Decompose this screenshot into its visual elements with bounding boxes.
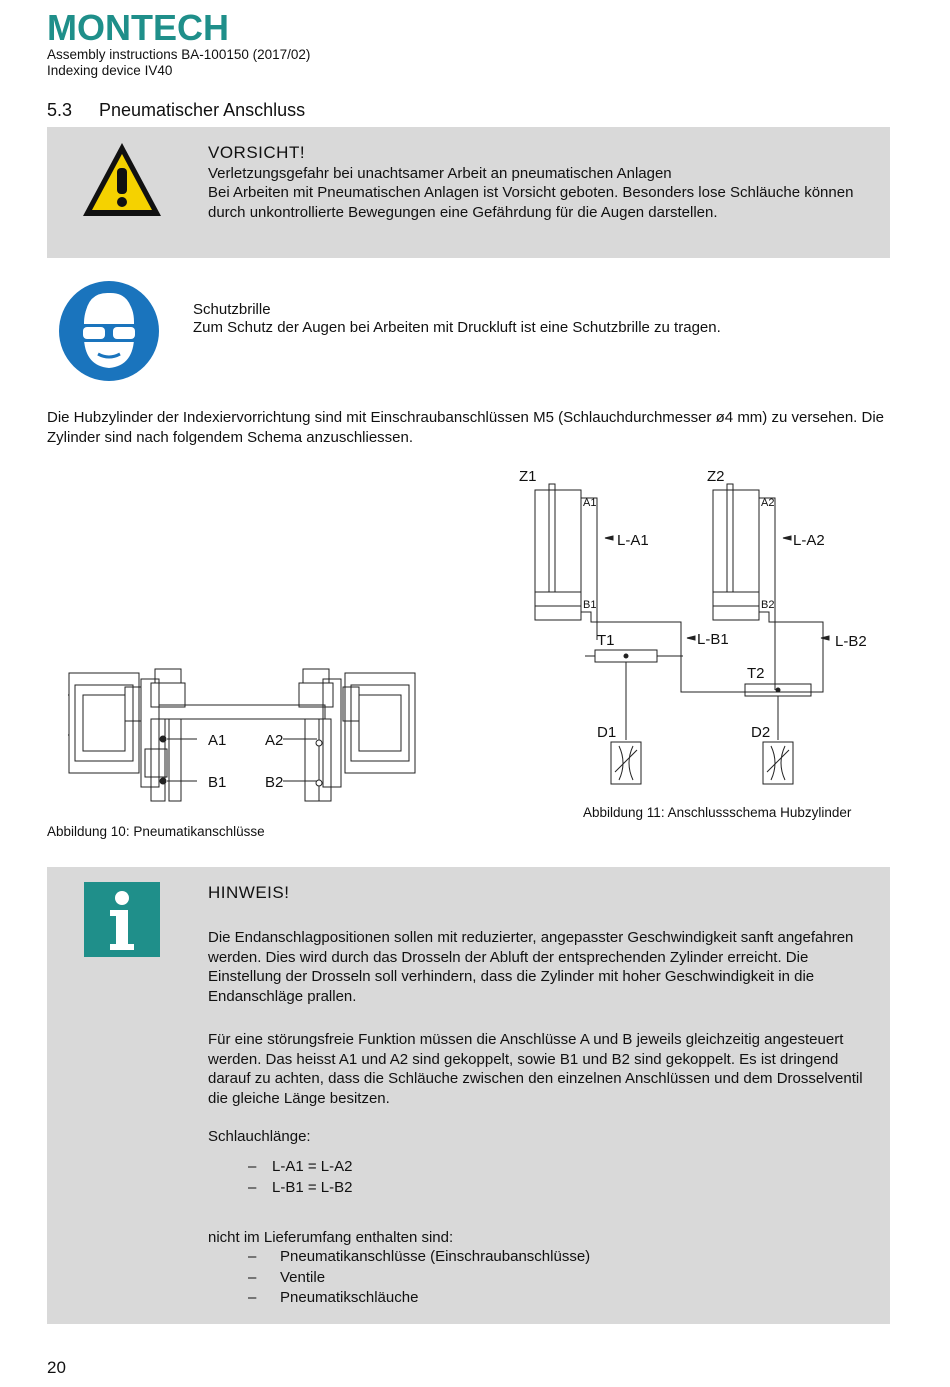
fig11-label-la1: L-A1 (617, 532, 649, 549)
fig11-label-t1: T1 (597, 632, 615, 649)
list-item: – Pneumatikanschlüsse (Einschraubanschlüsse) (248, 1247, 698, 1268)
doc-title: Assembly instructions BA-100150 (2017/02) (47, 47, 311, 62)
caution-text: Bei Arbeiten mit Pneumatischen Anlagen ist Vorsicht geboten. Besonders lose Schläuche können durch unkontrollierte Bewegungen eine Gefährdung für die Augen darstellen. (208, 184, 854, 221)
fig11-label-t2: T2 (747, 665, 765, 682)
fig11-label-a1: A1 (583, 497, 597, 509)
dash-bullet: – (248, 1248, 257, 1265)
fig11-label-lb1: L-B1 (697, 631, 729, 648)
notice-paragraph-2: Für eine störungsfreie Funktion müssen die Anschlüsse A und B jeweils gleichzeitig angesteuert werden. Das heisst A1 und A2 sind gekoppelt, sowie B1 und B2 sind gekoppelt. Es ist dringend darauf zu achten, dass die Schläuche zwischen den einzelnen Anschlüssen und dem Drosselventil die gleiche Länge besitzen. (208, 1031, 863, 1107)
section-heading: Pneumatischer Anschluss (99, 100, 306, 120)
caution-heading: VORSICHT! (208, 143, 306, 162)
caution-subheading: Verletzungsgefahr bei unachtsamer Arbeit an pneumatischen Anlagen (208, 165, 672, 182)
hose-length-list (248, 1157, 548, 1198)
dash-bullet: – (248, 1178, 257, 1196)
fig11-label-a2: A2 (761, 497, 775, 509)
fig11-label-la2: L-A2 (793, 532, 825, 549)
fig11-label-d1: D1 (597, 724, 617, 741)
section-number: 5.3 (47, 100, 73, 120)
figure-10-drawing (67, 665, 417, 805)
hose-length-label: Schlauchlänge: (208, 1128, 311, 1145)
doc-subtitle: Indexing device IV40 (47, 63, 173, 78)
list-item: – L-A1 = L-A2 (248, 1157, 548, 1178)
section-title (47, 100, 305, 121)
figure-11-schematic (515, 462, 875, 792)
list-item: – L-B1 = L-B2 (248, 1178, 548, 1199)
list-item: – Ventile (248, 1268, 698, 1289)
list-item: – Pneumatikschläuche (248, 1288, 698, 1309)
fig10-label-b2: B2 (265, 774, 284, 791)
notice-heading: HINWEIS! (208, 883, 290, 902)
logo-text: MONTECH (47, 7, 229, 48)
fig11-label-z2: Z2 (707, 468, 725, 485)
montech-logo (47, 6, 229, 48)
fig10-label-a2: A2 (265, 732, 284, 749)
warning-triangle-icon (80, 140, 164, 220)
fig11-label-d2: D2 (751, 724, 771, 741)
goggles-heading: Schutzbrille (193, 301, 271, 318)
intro-paragraph: Die Hubzylinder der Indexiervorrichtung sind mit Einschraubanschlüssen M5 (Schlauchdurchmesser ø4 mm) zu versehen. Die Zylinder sind nach folgendem Schema anzuschliessen. (47, 409, 885, 446)
fig11-label-z1: Z1 (519, 468, 537, 485)
excluded-label: nicht im Lieferumfang enthalten sind: (208, 1229, 454, 1246)
goggles-text: Zum Schutz der Augen bei Arbeiten mit Druckluft ist eine Schutzbrille zu tragen. (193, 319, 721, 336)
fig11-label-b1: B1 (583, 599, 597, 611)
excluded-list (248, 1247, 698, 1309)
fig11-label-b2: B2 (761, 599, 775, 611)
dash-bullet: – (248, 1158, 257, 1175)
notice-box (47, 867, 890, 1324)
info-icon (84, 882, 160, 957)
figure-10-caption: Abbildung 10: Pneumatikanschlüsse (47, 824, 265, 839)
caution-box (47, 127, 890, 258)
notice-paragraph-1: Die Endanschlagpositionen sollen mit reduzierter, angepasster Geschwindigkeit sanft angefahren werden. Dies wird durch das Drosseln der Abluft der entsprechenden Zylinder erreicht. Die Einstellung der Drosseln soll verhindern, dass die Zylinder mit hoher Geschwindigkeit in die Endanschläge prallen. (208, 929, 854, 1005)
fig11-label-lb2: L-B2 (835, 633, 867, 650)
fig10-label-b1: B1 (208, 774, 227, 791)
safety-goggles-icon (58, 280, 160, 382)
page-number: 20 (47, 1358, 66, 1377)
fig10-label-a1: A1 (208, 732, 227, 749)
dash-bullet: – (248, 1268, 257, 1286)
figure-11-caption: Abbildung 11: Anschlussschema Hubzylinder (583, 805, 852, 820)
dash-bullet: – (248, 1289, 257, 1306)
